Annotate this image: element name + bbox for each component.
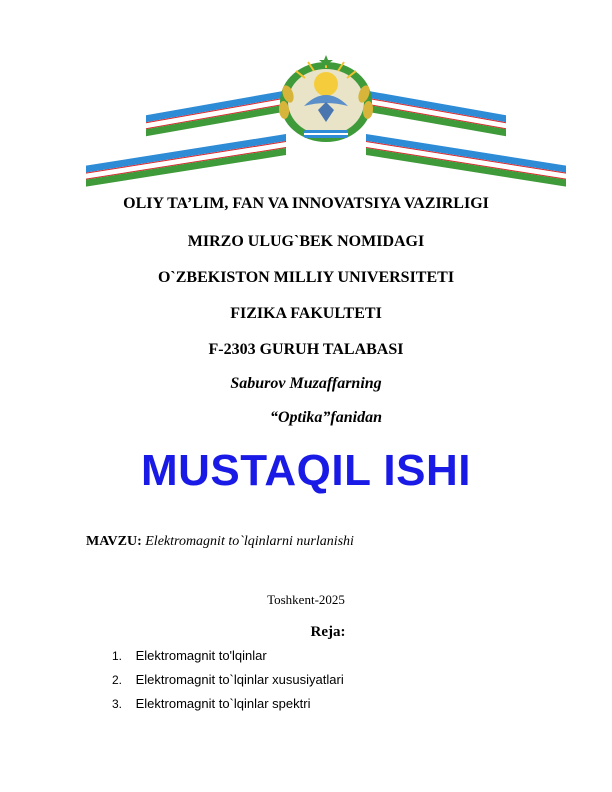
flag-ribbon-icon bbox=[86, 134, 286, 194]
list-item-text: Elektromagnit to`lqinlar spektri bbox=[135, 696, 311, 711]
emblem-banner bbox=[86, 54, 566, 162]
plan-title: Reja: bbox=[310, 624, 346, 640]
faculty-name: FIZIKA FAKULTETI bbox=[230, 305, 382, 322]
list-item-text: Elektromagnit to`lqinlar xususiyatlari bbox=[135, 672, 344, 687]
list-item-number: 3. bbox=[112, 697, 123, 711]
subject-line: “Optika”fanidan bbox=[269, 409, 382, 426]
named-after-line: MIRZO ULUG`BEK NOMIDAGI bbox=[187, 233, 425, 250]
ministry-name: OLIY TA’LIM, FAN VA INNOVATSIYA VAZIRLIGI bbox=[123, 195, 489, 212]
document-title: MUSTAQIL ISHI bbox=[141, 446, 471, 495]
group-line: F-2303 GURUH TALABASI bbox=[208, 341, 404, 358]
list-item-number: 2. bbox=[112, 673, 123, 687]
university-name: O`ZBEKISTON MILLIY UNIVERSITETI bbox=[157, 269, 455, 286]
student-name: Saburov Muzaffarning bbox=[230, 375, 382, 392]
list-item bbox=[112, 648, 344, 672]
flag-ribbon-icon bbox=[366, 134, 566, 194]
state-emblem-icon bbox=[274, 54, 378, 144]
topic-label: MAVZU: bbox=[86, 534, 142, 549]
list-item bbox=[112, 672, 344, 696]
list-item-text: Elektromagnit to'lqinlar bbox=[135, 648, 267, 663]
plan-list bbox=[112, 648, 344, 720]
topic-line bbox=[86, 533, 354, 551]
city-year: Toshkent-2025 bbox=[267, 592, 345, 607]
topic-value: Elektromagnit to`lqinlarni nurlanishi bbox=[141, 534, 354, 549]
list-item-number: 1. bbox=[112, 649, 123, 663]
list-item bbox=[112, 696, 344, 720]
